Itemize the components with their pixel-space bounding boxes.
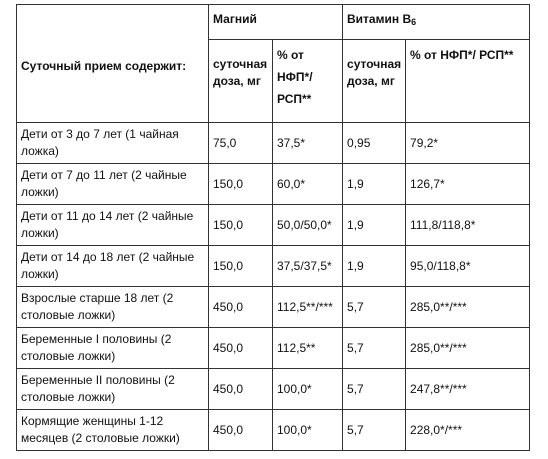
magnesium-pct-cell: 50,0/50,0* [273,205,343,246]
header-row-nutrients [17,5,530,40]
table-row [17,328,530,369]
row-label: Беременные II половины (2 столовые ложки) [17,369,209,410]
table-row [17,287,530,328]
vitamin-dose-cell: 1,9 [343,205,406,246]
vitamin-dose-cell: 5,7 [343,369,406,410]
table-row [17,123,530,164]
magnesium-dose-cell: 150,0 [209,164,273,205]
magnesium-dose-cell: 450,0 [209,369,273,410]
magnesium-pct-cell: 100,0* [273,369,343,410]
vitamin-dose-cell: 1,9 [343,246,406,287]
magnesium-dose-header: суточная доза, мг [209,40,273,123]
magnesium-pct-cell: 60,0* [273,164,343,205]
magnesium-pct-cell: 112,5**/*** [273,287,343,328]
magnesium-dose-cell: 150,0 [209,205,273,246]
dosage-table-container [16,4,530,451]
vitamin-dose-cell: 0,95 [343,123,406,164]
vitamin-dose-cell: 5,7 [343,410,406,451]
magnesium-dose-cell: 450,0 [209,328,273,369]
vitamin-pct-cell: 285,0**/*** [406,287,530,328]
table-row [17,164,530,205]
dosage-table [16,4,530,451]
corner-label: Суточный прием содержит: [17,5,209,123]
magnesium-dose-cell: 450,0 [209,287,273,328]
row-label: Дети от 7 до 11 лет (2 чайные ложки) [17,164,209,205]
vitamin-pct-cell: 126,7* [406,164,530,205]
table-row [17,410,530,451]
vitamin-pct-header: % от НФП*/ РСП** [406,40,530,123]
vitamin-dose-header: суточная доза, мг [343,40,406,123]
table-row [17,246,530,287]
table-row [17,369,530,410]
magnesium-pct-cell: 37,5* [273,123,343,164]
magnesium-pct-header: % от НФП*/ РСП** [273,40,343,123]
vitamin-pct-cell: 79,2* [406,123,530,164]
vitamin-pct-cell: 247,8**/*** [406,369,530,410]
vitamin-b6-header [343,5,530,40]
vitamin-pct-cell: 228,0*/*** [406,410,530,451]
magnesium-pct-cell: 37,5/37,5* [273,246,343,287]
vitamin-subscript: 6 [411,17,417,27]
row-label: Дети от 3 до 7 лет (1 чайная ложка) [17,123,209,164]
table-row [17,205,530,246]
vitamin-dose-cell: 5,7 [343,287,406,328]
vitamin-name: Витамин B [347,12,412,26]
row-label: Дети от 11 до 14 лет (2 чайные ложки) [17,205,209,246]
vitamin-dose-cell: 1,9 [343,164,406,205]
vitamin-pct-cell: 111,8/118,8* [406,205,530,246]
vitamin-pct-cell: 285,0**/*** [406,328,530,369]
row-label: Взрослые старше 18 лет (2 столовые ложки) [17,287,209,328]
row-label: Беременные I половины (2 столовые ложки) [17,328,209,369]
row-label: Кормящие женщины 1-12 месяцев (2 столовые ложки) [17,410,209,451]
magnesium-dose-cell: 75,0 [209,123,273,164]
magnesium-dose-cell: 150,0 [209,246,273,287]
magnesium-pct-cell: 100,0* [273,410,343,451]
magnesium-header: Магний [209,5,343,40]
row-label: Дети от 14 до 18 лет (2 чайные ложки) [17,246,209,287]
magnesium-pct-cell: 112,5** [273,328,343,369]
magnesium-dose-cell: 450,0 [209,410,273,451]
vitamin-dose-cell: 5,7 [343,328,406,369]
vitamin-pct-cell: 95,0/118,8* [406,246,530,287]
